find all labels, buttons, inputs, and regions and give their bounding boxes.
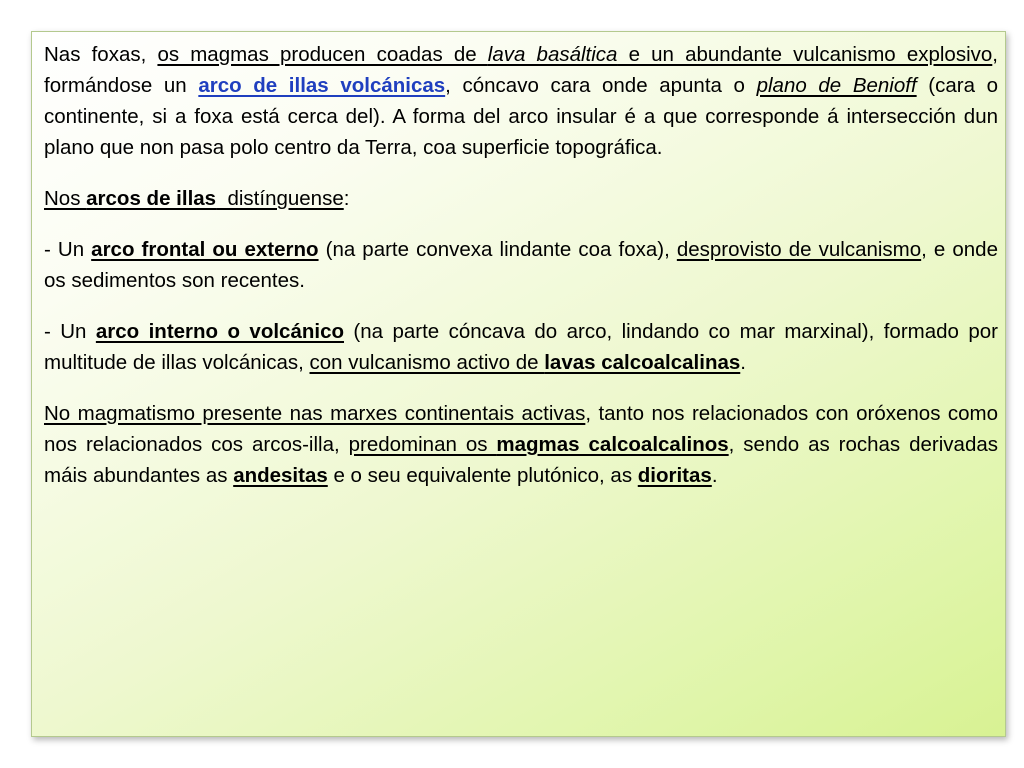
text-span: . (740, 351, 746, 374)
term-arco-illas-volcanicas: arco de illas volcánicas (198, 74, 446, 97)
text-span: , formándose un (44, 43, 998, 97)
term-magmas-calcoalcalinos: magmas calcoalcalinos (496, 433, 729, 456)
text-predominan: predominan os magmas calcoalcalinos (348, 433, 729, 456)
slide-text-body (44, 39, 998, 511)
text-span: (na parte cóncava do arco, lindando co mar marxinal), formado por multitude de illas volcánicas, (44, 320, 998, 374)
text-span: . (711, 464, 718, 487)
text-span: - Un (44, 238, 92, 261)
paragraph-internal-arc (44, 316, 998, 378)
term-plano-benioff: plano de Benioff (756, 74, 917, 97)
text-span: , cóncavo cara onde apunta o (445, 74, 757, 97)
term-dioritas: dioritas (637, 464, 712, 487)
term-arcos-illas: arcos de illas (86, 187, 217, 210)
term-arco-frontal: arco frontal ou externo (91, 238, 319, 261)
text-vulcanismo-activo: con vulcanismo activo de lavas calcoalcalinas (309, 351, 741, 374)
text-span: (cara o continente, si a foxa está cerca del). A forma del arco insular é a que corresponde á intersección dun plano que non pasa polo centro da Terra, coa superficie topográfica. (44, 74, 999, 159)
term-lavas-calcoalcalinas: lavas calcoalcalinas (544, 351, 741, 374)
text-magmatismo-marxes: No magmatismo presente nas marxes continentais activas (44, 402, 586, 425)
paragraph-frontal-arc (44, 234, 998, 296)
text-span: , tanto nos relacionados con oróxenos como nos relacionados cos arcos-illa, (44, 402, 998, 456)
text-intro-underlined: Nos arcos de illas distínguense (44, 187, 344, 210)
slide-content-box (31, 31, 1006, 737)
paragraph-island-arcs-intro (44, 183, 998, 214)
term-desprovisto-vulcanismo: desprovisto de vulcanismo (676, 238, 922, 261)
text-span: , e onde os sedimentos son recentes. (44, 238, 998, 292)
paragraph-magmatism (44, 398, 998, 491)
text-magmas-lava: os magmas producen coadas de lava basáltica e un abundante vulcanismo explosivo (157, 43, 993, 66)
text-span: : (343, 187, 350, 210)
term-andesitas: andesitas (233, 464, 328, 487)
text-span: e o seu equivalente plutónico, as (327, 464, 638, 487)
paragraph-trenches (44, 39, 998, 163)
text-span: , sendo as rochas derivadas máis abundantes as (44, 433, 998, 487)
term-lava-basaltica: lava basáltica (487, 43, 618, 66)
text-span: (na parte convexa lindante coa foxa), (318, 238, 677, 261)
text-span: Nas foxas, (44, 43, 158, 66)
term-arco-interno: arco interno o volcánico (95, 320, 344, 343)
text-span: - Un (44, 320, 96, 343)
